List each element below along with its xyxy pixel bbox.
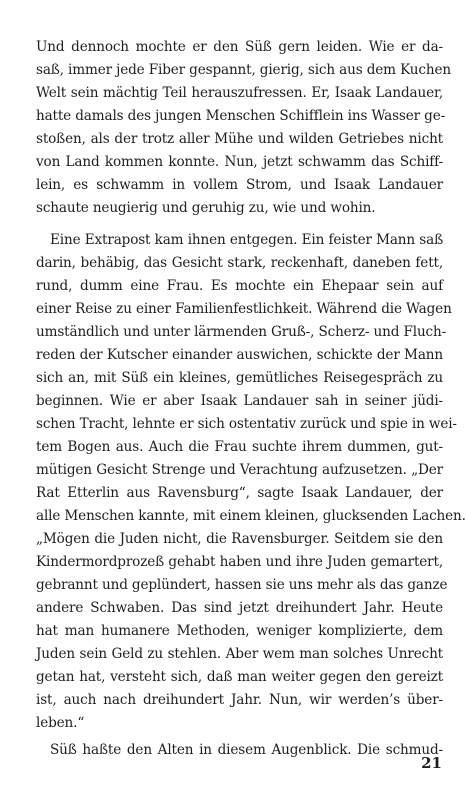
page-number: 21 bbox=[421, 754, 442, 772]
text-line: saß, immer jede Fiber gespannt, gierig, sich aus dem Kuchen bbox=[36, 62, 451, 78]
text-line: Eine Extrapost kam ihnen entgegen. Ein feister Mann saß bbox=[50, 232, 443, 248]
text-line: Und dennoch mochte er den Süß gern leiden. Wie er da- bbox=[36, 39, 443, 55]
text-line: beginnen. Wie er aber Isaak Landauer sah in seiner jüdi- bbox=[36, 393, 443, 409]
text-line: hat man humanere Methoden, weniger komplizierte, dem bbox=[36, 623, 443, 639]
body-text bbox=[36, 36, 466, 762]
text-line: gebrannt und geplündert, hassen sie uns mehr als das ganze bbox=[36, 577, 448, 593]
text-line: stoßen, als der trotz aller Mühe und wilden Getriebes nicht bbox=[36, 131, 443, 147]
text-line: mütigen Gesicht Strenge und Verachtung aufzusetzen. „Der bbox=[36, 462, 443, 478]
text-line: Süß haßte den Alten in diesem Augenblick. Die schmud- bbox=[50, 742, 443, 758]
text-line: leben.“ bbox=[36, 715, 85, 731]
text-line: schen Tracht, lehnte er sich ostentativ zurück und spie in wei- bbox=[36, 416, 457, 432]
text-line: „Mögen die Juden nicht, die Ravensburger. Seitdem sie den bbox=[36, 531, 443, 547]
text-line: schaute neugierig und geruhig zu, wie und wohin. bbox=[36, 200, 376, 216]
text-line: reden der Kutscher einander auswichen, schickte der Mann bbox=[36, 347, 443, 363]
text-line: hatte damals des jungen Menschen Schifflein ins Wasser ge- bbox=[36, 108, 446, 124]
text-line: Rat Etterlin aus Ravensburg“, sagte Isaak Landauer, der bbox=[36, 485, 443, 501]
text-line: einer Reise zu einer Familienfestlichkeit. Während die Wagen bbox=[36, 301, 452, 317]
text-line: andere Schwaben. Das sind jetzt dreihundert Jahr. Heute bbox=[36, 600, 443, 616]
paragraph-1 bbox=[36, 36, 451, 220]
text-line: sich an, mit Süß ein kleines, gemütliches Reisegespräch zu bbox=[36, 370, 443, 386]
text-line: Welt sein mächtig Teil herauszufressen. Er, Isaak Landauer, bbox=[36, 85, 443, 101]
text-line: tem Bogen aus. Auch die Frau suchte ihrem dummen, gut- bbox=[36, 439, 443, 455]
paragraph-3 bbox=[36, 739, 443, 762]
text-line: Juden sein Geld zu stehlen. Aber wem man solches Unrecht bbox=[36, 646, 443, 662]
text-line: umständlich und unter lärmenden Gruß-, Scherz- und Fluch- bbox=[36, 324, 447, 340]
paragraph-2 bbox=[36, 229, 466, 735]
text-line: Kindermordprozeß gehabt haben und ihre Juden gemartert, bbox=[36, 554, 443, 570]
text-line: alle Menschen kannte, mit einem kleinen, glucksenden Lachen. bbox=[36, 508, 466, 524]
text-line: von Land kommen konnte. Nun, jetzt schwamm das Schiff- bbox=[36, 154, 443, 170]
text-line: ist, auch nach dreihundert Jahr. Nun, wir werden’s über- bbox=[36, 692, 443, 708]
text-line: darin, behäbig, das Gesicht stark, reckenhaft, daneben fett, bbox=[36, 255, 443, 271]
text-line: rund, dumm eine Frau. Es mochte ein Ehepaar sein auf bbox=[36, 278, 443, 294]
text-line: lein, es schwamm in vollem Strom, und Isaak Landauer bbox=[36, 177, 443, 193]
text-line: getan hat, versteht sich, daß man weiter gegen den gereizt bbox=[36, 669, 443, 685]
